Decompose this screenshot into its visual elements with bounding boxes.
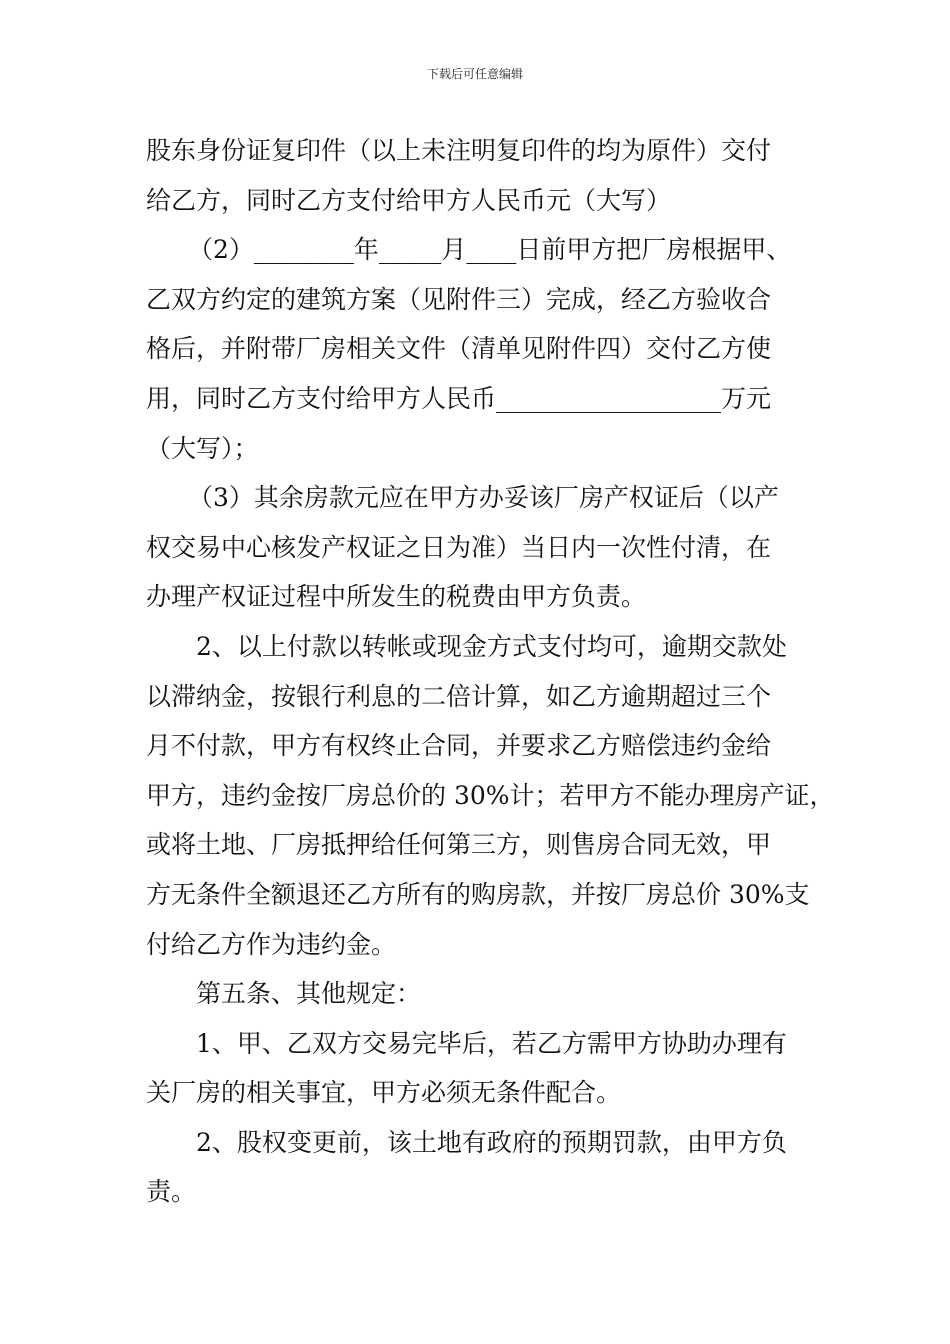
text-line: （2）________年_____月____日前甲方把厂房根据甲、 [188,235,792,265]
section-heading: 第五条、其他规定： [196,979,422,1009]
text-line: 付给乙方作为违约金。 [146,929,397,959]
text-line: 月不付款，甲方有权终止合同，并要求乙方赔偿违约金给 [146,731,772,761]
text-line: 或将土地、厂房抵押给任何第三方，则售房合同无效，甲 [146,830,772,860]
text-line: 关厂房的相关事宜，甲方必须无条件配合。 [146,1078,622,1108]
text-line: 乙双方约定的建筑方案（见附件三）完成，经乙方验收合 [146,284,772,314]
text-line: 办理产权证过程中所发生的税费由甲方负责。 [146,582,647,612]
text-line: 甲方，违约金按厂房总价的 30%计；若甲方不能办理房产证， [146,780,835,810]
text-line: （3）其余房款元应在甲方办妥该厂房产权证后（以产 [188,483,779,513]
text-line: 给乙方，同时乙方支付给甲方人民币元（大写） [146,185,672,215]
text-line: 责。 [146,1177,197,1207]
text-line: 股东身份证复印件（以上未注明复印件的均为原件）交付 [146,136,772,165]
text-line: 2、以上付款以转帐或现金方式支付均可，逾期交款处 [196,631,787,661]
page-header: 下载后可任意编辑 [426,67,523,81]
document-body [146,126,835,1217]
text-line: 以滞纳金，按银行利息的二倍计算，如乙方逾期超过三个 [146,681,772,711]
text-line: 1、甲、乙双方交易完毕后，若乙方需甲方协助办理有 [196,1028,787,1058]
text-line: 用，同时乙方支付给甲方人民币__________________万元 [146,383,772,413]
text-line: 2、股权变更前，该土地有政府的预期罚款，由甲方负 [196,1127,787,1157]
text-line: （大写）； [146,433,259,463]
text-line: 方无条件全额退还乙方所有的购房款，并按厂房总价 30%支 [146,879,810,909]
text-line: 格后，并附带厂房相关文件（清单见附件四）交付乙方使 [146,334,772,364]
text-line: 权交易中心核发产权证之日为准）当日内一次性付清，在 [146,532,772,562]
